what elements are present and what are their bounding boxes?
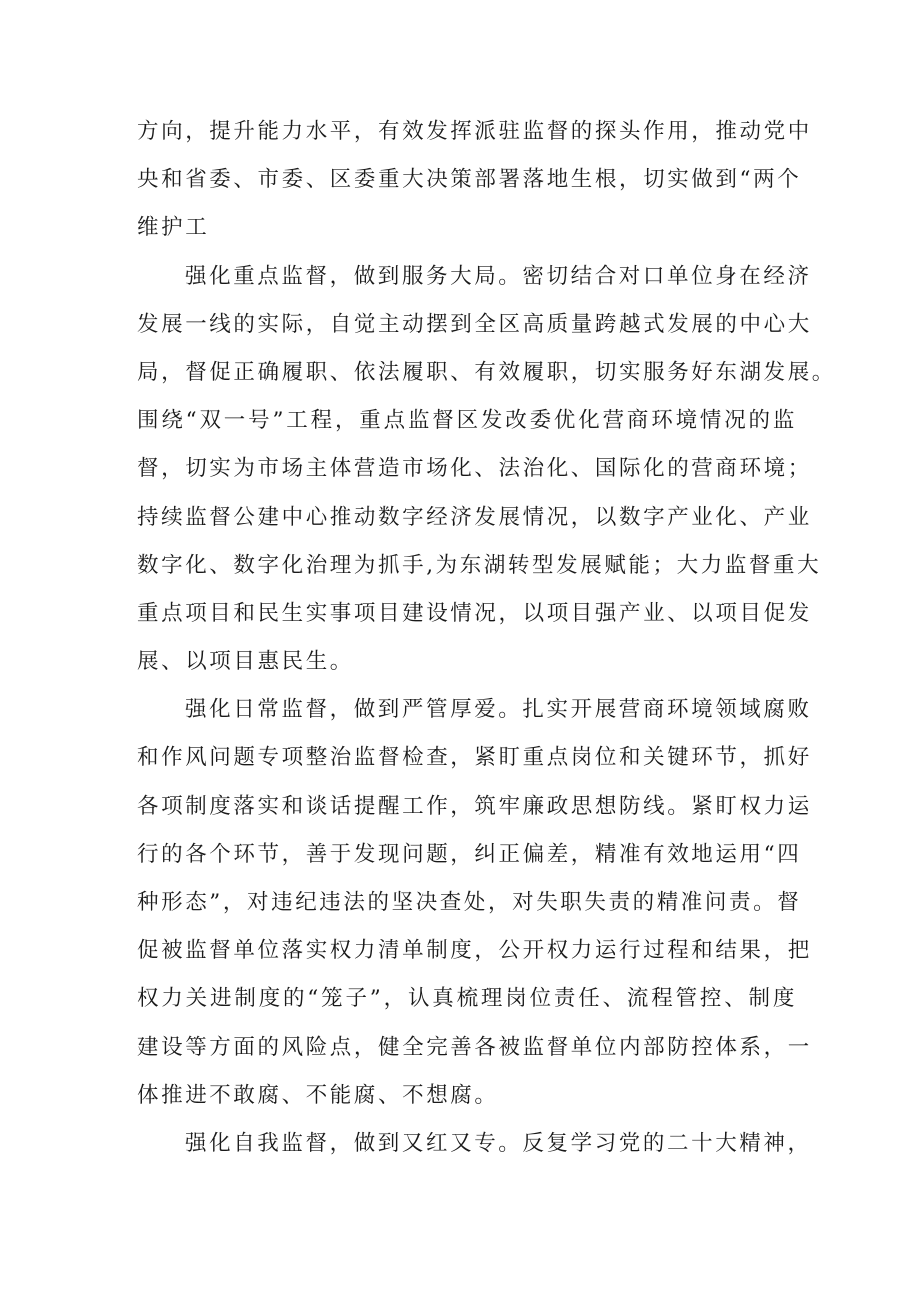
text-line: 建设等方面的风险点，健全完善各被监督单位内部防控体系，一 <box>137 1034 812 1060</box>
text-line: 督，切实为市场主体营造市场化、法治化、国际化的营商环境； <box>137 456 812 482</box>
text-line: 维护工 <box>137 215 210 241</box>
paragraph-heading-line: 强化自我监督，做到又红又专。反复学习党的二十大精神， <box>185 1130 812 1156</box>
text-line: 和作风问题专项整治监督检查，紧盯重点岗位和关键环节，抓好 <box>137 745 812 771</box>
document-body <box>137 108 836 1168</box>
text-line: 持续监督公建中心推动数字经济发展情况，以数字产业化、产业 <box>137 504 812 530</box>
text-line: 展、以项目惠民生。 <box>137 649 354 675</box>
text-line: 方向，提升能力水平，有效发挥派驻监督的探头作用，推动党中 <box>137 119 812 144</box>
text-line: 重点项目和民生实事项目建设情况，以项目强产业、以项目促发 <box>137 600 812 626</box>
text-line: 数字化、数字化治理为抓手,为东湖转型发展赋能；大力监督重大 <box>137 552 822 578</box>
text-line: 促被监督单位落实权力清单制度，公开权力运行过程和结果，把 <box>137 938 812 964</box>
text-line: 权力关进制度的“笼子”，认真梳理岗位责任、流程管控、制度 <box>137 986 797 1012</box>
text-line: 局，督促正确履职、依法履职、有效履职，切实服务好东湖发展。 <box>137 359 836 385</box>
text-line: 央和省委、市委、区委重大决策部署落地生根，切实做到“两个 <box>137 167 802 193</box>
text-line: 种形态”，对违纪违法的坚决查处，对失职失责的精准问责。督 <box>137 890 802 915</box>
text-line: 体推进不敢腐、不能腐、不想腐。 <box>137 1082 499 1108</box>
paragraph-heading-line: 强化日常监督，做到严管厚爱。扎实开展营商环境领域腐败 <box>185 697 812 723</box>
text-line: 各项制度落实和谈话提醒工作，筑牢廉政思想防线。紧盯权力运 <box>137 793 812 819</box>
text-line: 行的各个环节，善于发现问题，纠正偏差，精准有效地运用“四 <box>137 841 802 867</box>
text-line: 围绕“双一号”工程，重点监督区发改委优化营商环境情况的监 <box>137 408 797 434</box>
paragraph-heading-line: 强化重点监督，做到服务大局。密切结合对口单位身在经济 <box>185 263 812 289</box>
text-line: 发展一线的实际，自觉主动摆到全区高质量跨越式发展的中心大 <box>137 311 812 337</box>
